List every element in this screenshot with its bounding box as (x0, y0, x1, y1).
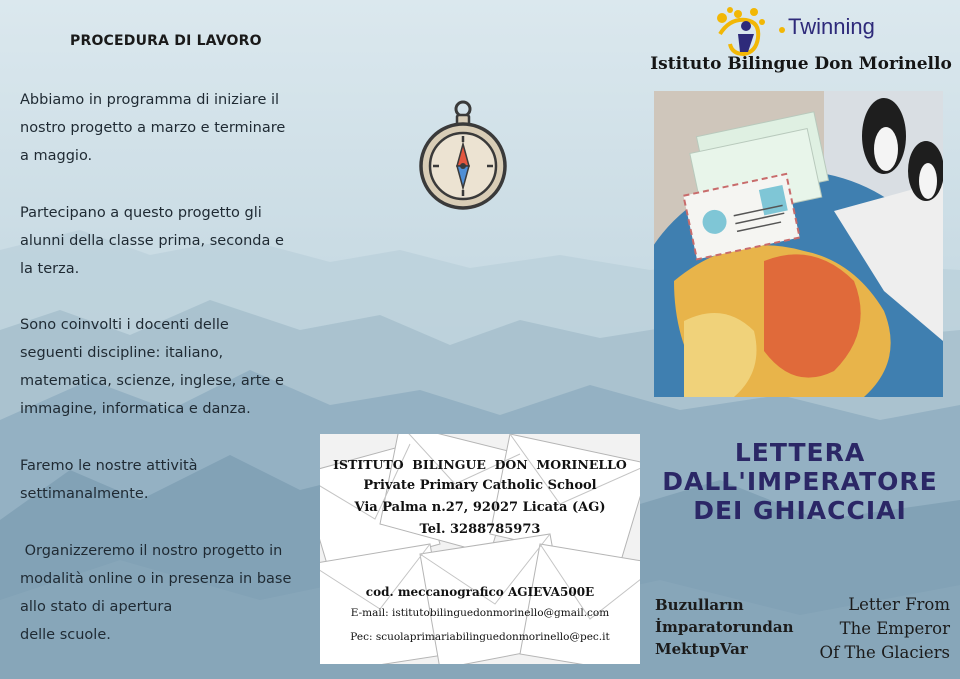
text-line: Partecipano a questo progetto gli (20, 205, 262, 221)
english-title-line: Of The Glaciers (819, 643, 950, 662)
compass-icon (418, 100, 508, 212)
etwinning-wordmark: Twinning (788, 14, 875, 39)
flyer-title (655, 438, 945, 525)
card-school-type: Private Primary Catholic School (363, 478, 597, 493)
text-line: la terza. (20, 261, 80, 277)
text-line: seguenti discipline: italiano, (20, 345, 224, 361)
title-line: DEI GHIACCIAI (693, 496, 907, 525)
english-title (800, 593, 950, 665)
card-phone: Tel. 3288785973 (419, 522, 541, 537)
turkish-title-line: Buzulların (655, 596, 744, 614)
card-email: E-mail: istitutobilinguedonmorinello@gmail.com (350, 607, 610, 619)
turkish-title (655, 594, 793, 660)
text-line: nostro progetto a marzo e terminare (20, 120, 286, 136)
paragraph-participants (20, 199, 320, 283)
text-line: settimanalmente. (20, 486, 149, 502)
text-line: Faremo le nostre attività (20, 458, 198, 474)
title-line: LETTERA (734, 438, 866, 467)
text-line: immagine, informatica e danza. (20, 401, 251, 417)
english-title-line: The Emperor (839, 619, 950, 638)
english-title-line: Letter From (848, 595, 950, 614)
paragraph-schedule (20, 86, 320, 170)
paragraph-teachers (20, 311, 320, 423)
text-line: allo stato di apertura (20, 599, 173, 615)
text-line: alunni della classe prima, seconda e (20, 233, 284, 249)
text-line: Organizzeremo il nostro progetto in (20, 543, 283, 559)
contact-card (320, 434, 640, 664)
paragraph-organization (20, 537, 320, 649)
text-line: delle scuole. (20, 627, 111, 643)
card-school-code: cod. meccanografico AGIEVA500E (365, 585, 595, 599)
globe-letters-image (654, 91, 943, 397)
card-address: Via Palma n.27, 92027 Licata (AG) (354, 500, 606, 515)
procedure-heading: PROCEDURA DI LAVORO (70, 33, 262, 49)
title-line: DALL'IMPERATORE (662, 467, 938, 496)
turkish-title-line: İmparatorundan (655, 618, 794, 636)
text-line: Abbiamo in programma di iniziare il (20, 92, 280, 108)
text-line: a maggio. (20, 148, 93, 164)
card-pec: Pec: scuolaprimariabilinguedonmorinello@pec.it (350, 631, 610, 643)
turkish-title-line: MektupVar (655, 640, 748, 658)
card-school-name: ISTITUTO BILINGUE DON MORINELLO (333, 457, 627, 472)
text-line: modalità online o in presenza in base (20, 571, 292, 587)
text-line: matematica, scienze, inglese, arte e (20, 373, 284, 389)
text-line: Sono coinvolti i docenti delle (20, 317, 229, 333)
paragraph-activities (20, 452, 320, 508)
school-name: Istituto Bilingue Don Morinello (650, 54, 952, 74)
